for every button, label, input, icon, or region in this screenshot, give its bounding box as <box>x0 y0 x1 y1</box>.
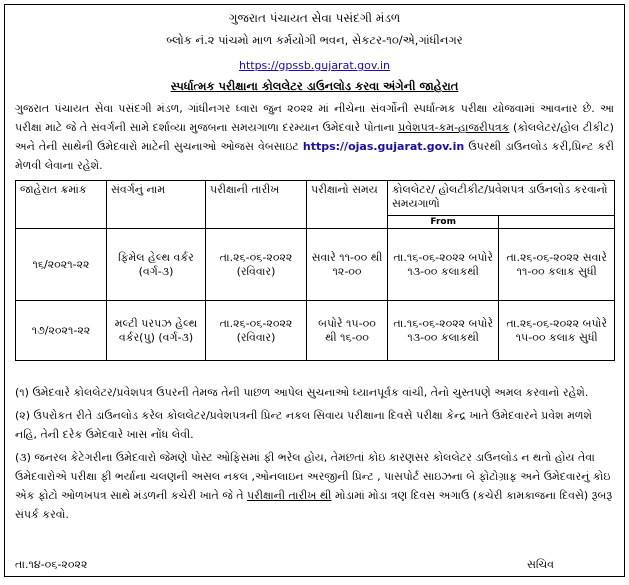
signatory: સચિવ <box>526 558 554 571</box>
intro-part3: ઉપરથી ડાઉનલોડ કરી,પ્રિન્ટ કરી મેળવી લેવાના રહેશે. <box>15 140 615 172</box>
row-date: તા.૨૬-૦૬-૨૦૨૨ (રવિવાર) <box>206 229 307 301</box>
row-to: તા.૨૬-૦૬-૨૦૨૨ સવારે ૧૧-૦૦ કલાક સુધી <box>499 229 615 301</box>
note-3 <box>15 448 614 524</box>
ojas-link[interactable]: https://ojas.gujarat.gov.in <box>302 140 465 153</box>
row-from: તા.૧૬-૦૬-૨૦૨૨ બપોરે ૧૩-૦૦ કલાકથી <box>388 301 499 361</box>
col-header-time: પરીક્ષાનો સમય <box>307 181 388 229</box>
notes-section <box>15 383 614 528</box>
row-from: તા.૧૬-૦૬-૨૦૨૨ બપોરે ૧૩-૦૦ કલાકથી <box>388 229 499 301</box>
org-title: ગુજરાત પંચાયત સેવા પસંદગી મંડળ <box>228 11 401 25</box>
note-1: (૧) ઉમેદવારે કોલલેટર/પ્રવેશપત્ર ઉપરની તેમજ તેની પાછળ આપેલ સુચનાઓ ધ્યાનપૂર્વક વાંચી, તેનો ચુસ્તપણે અમલ કરવાનો રહેશે. <box>15 386 589 399</box>
row-number: ૧૭/૨૦૨૧-૨૨ <box>16 301 107 361</box>
website-link[interactable]: https://gpssb.gujarat.gov.in <box>238 59 391 72</box>
to-label <box>499 216 615 229</box>
issue-date: તા.૧૪-૦૬-૨૦૨૨ <box>15 558 88 571</box>
row-cadre: ફિમેલ હેલ્થ વર્કર (વર્ગ-૩) <box>107 229 206 301</box>
intro-underlined: પ્રવેશપત્ર-કમ-હાજરીપત્રક <box>398 121 510 134</box>
table-row <box>16 229 615 301</box>
note-3-part2: મોડામાં મોડા ત્રણ દિવસ અગાઉ (કચેરી કામકાજના દિવસે) રૂબરૂ સંપર્ક કરવો. <box>15 489 613 521</box>
note-3-part1: (૩) જનરલ કેટેગરીના ઉમેદવારો જેમણે પોસ્ટ ઓફિસમાં ફી ભરેલ હોય, તેમછતાં કોઇ કારણસર કોલલેટર ડાઉનલોડ ન થતો હોય તેવા ઉમેદવારોએ પરીક્ષા ફી ભર્યાના ચલણની અસલ નકલ ,ઓનલાઇન અરજીની પ્રિન્ટ , પાસપોર્ટ સાઇઝના બે ફોટોગ્રાફ અને ઉમેદવારનું કોઇ એક ફોટો ઓળખપત્ર સાથે મંડળની કચેરી ખાતે જે તે <box>15 451 611 502</box>
row-time: બપોરે ૧૫-૦૦ થી ૧૬-૦૦ <box>307 301 388 361</box>
table-header-row <box>16 181 615 216</box>
col-header-download-window: કોલલેટર/ હોલટીકીટ/પ્રવેશપત્ર ડાઉનલોડ કરવાનો સમયગાળો <box>388 181 615 216</box>
website-line <box>5 59 624 72</box>
intro-paragraph <box>15 99 614 175</box>
row-to: તા.૨૬-૦૬-૨૦૨૨ બપોરે ૧૫-૦૦ કલાક સુધી <box>499 301 615 361</box>
row-cadre: મલ્ટી પરપઝ હેલ્થ વર્કર(પુ) (વર્ગ-૩) <box>107 301 206 361</box>
col-header-date: પરીક્ષાની તારીખ <box>206 181 307 229</box>
notice-subject: સ્પર્ધાત્મક પરીક્ષાના કોલલેટર ડાઉનલોડ કરવા અંગેની જાહેરાત <box>170 79 459 93</box>
note-3-underlined: પરીક્ષાની તારીખ થી <box>247 489 332 502</box>
intro-part2: (કોલલેટર/હોલ ટીકીટ) અને તેની સાથેની ઉમેદવારો માટેની સુચનાઓ ઓજસ વેબસાઇટ <box>15 121 614 153</box>
schedule-table <box>15 180 615 361</box>
col-header-number: જાહેરાત ક્રમાંક <box>16 181 107 229</box>
from-label: From <box>388 216 499 229</box>
table-row <box>16 301 615 361</box>
col-header-cadre: સંવર્ગનું નામ <box>107 181 206 229</box>
intro-part1: ગુજરાત પંચાયત સેવા પસંદગી મંડળ, ગાંધીનગર ધ્વારા જુન ૨૦૨૨ માં નીચેના સંવર્ગોની સ્પર્ધાત્મક પરીક્ષા યોજવામાં આવનાર છે. આ પરીક્ષા માટે જે તે સંવર્ગની સામે દર્શાવ્યા મુજબના સમયગાળા દરમ્યાન ઉમેદવારે પોતાના <box>15 102 614 134</box>
notice-page <box>4 4 625 577</box>
row-number: ૧૬/૨૦૨૧-૨૨ <box>16 229 107 301</box>
row-date: તા.૨૬-૦૬-૨૦૨૨ (રવિવાર) <box>206 301 307 361</box>
row-time: સવારે ૧૧-૦૦ થી ૧૨-૦૦ <box>307 229 388 301</box>
org-address: બ્લોક નં.૨ પાંચમો માળ કર્મયોગી ભવન, સેકટર-૧૦/એ,ગાંધીનગર <box>166 33 463 47</box>
note-2: (૨) ઉપરોકત રીતે ડાઉનલોડ કરેલ કોલલેટર/પ્રવેશપત્રની પ્રિન્ટ નકલ સિવાય પરીક્ષાના દિવસે પરીક્ષા કેન્દ્ર ખાતે ઉમેદવારને પ્રવેશ મળશે નહિ, તેની દરેક ઉમેદવારે ખાસ નોંધ લેવી. <box>15 409 592 441</box>
